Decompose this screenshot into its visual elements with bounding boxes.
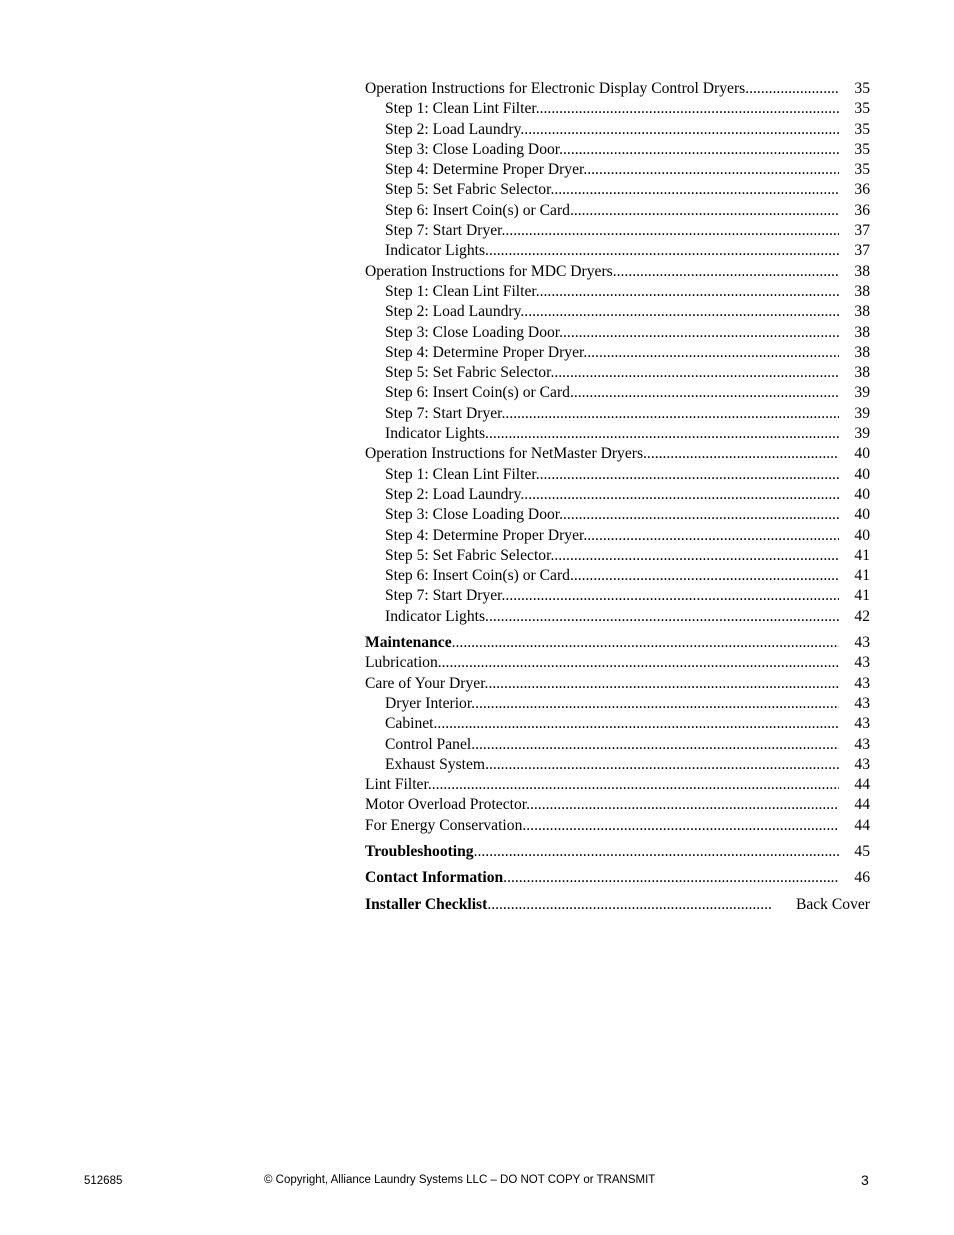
toc-entry-leader (365, 842, 839, 862)
toc-entry-title: Step 6: Insert Coin(s) or Card (385, 384, 570, 402)
toc-entry-title: Indicator Lights (385, 242, 486, 260)
toc-entry (365, 586, 870, 606)
toc-entry-page: 38 (854, 343, 870, 361)
toc-entry (365, 485, 870, 505)
toc-entry-title: For Energy Conservation (365, 816, 523, 834)
toc-entry-leader (365, 795, 839, 815)
toc-entry-leader (385, 180, 839, 200)
toc-entry-title: Exhaust System (385, 755, 486, 773)
toc-entry (365, 444, 870, 464)
toc-entry-leader (385, 694, 839, 714)
toc-entry-title: Troubleshooting (365, 842, 474, 860)
toc-entry-leader (385, 241, 839, 261)
toc-entry-leader (365, 895, 771, 915)
toc-entry-page: 41 (854, 546, 870, 564)
toc-entry-page: 38 (854, 364, 870, 382)
toc-entry (365, 79, 870, 99)
toc-entry-leader (385, 465, 839, 485)
toc-entry-leader (365, 775, 839, 795)
toc-entry-leader (365, 868, 839, 888)
toc-entry-title: Step 4: Determine Proper Dryer (385, 343, 584, 361)
toc-entry-page: 35 (854, 100, 870, 118)
toc-entry-leader (385, 363, 839, 383)
toc-entry-page: 46 (854, 869, 870, 887)
toc-entry-leader (385, 221, 839, 241)
toc-entry-page: 42 (854, 607, 870, 625)
toc-entry-page: 43 (854, 694, 870, 712)
document-number: 512685 (84, 1175, 123, 1187)
toc-entry-leader (365, 674, 839, 694)
toc-entry-page: 38 (854, 303, 870, 321)
toc-entry-page: 45 (854, 842, 870, 860)
toc-entry (365, 465, 870, 485)
toc-entry-title: Step 5: Set Fabric Selector (385, 546, 551, 564)
toc-entry-page: 37 (854, 242, 870, 260)
toc-entry (365, 424, 870, 444)
toc-entry-leader (365, 633, 839, 653)
toc-entry-page: 43 (854, 634, 870, 652)
toc-entry (365, 302, 870, 322)
toc-entry (365, 282, 870, 302)
page-number: 3 (861, 1172, 869, 1188)
toc-entry-page: 36 (854, 181, 870, 199)
toc-entry-title: Step 3: Close Loading Door (385, 140, 560, 158)
toc-entry-page: 40 (854, 526, 870, 544)
toc-entry (365, 221, 870, 241)
copyright-notice: © Copyright, Alliance Laundry Systems LLC – DO NOT COPY or TRANSMIT (264, 1174, 656, 1186)
toc-entry-title: Step 4: Determine Proper Dryer (385, 161, 584, 179)
toc-entry (365, 755, 870, 775)
toc-entry-page: 41 (854, 587, 870, 605)
toc-entry-title: Step 2: Load Laundry (385, 303, 521, 321)
toc-entry-title: Indicator Lights (385, 607, 486, 625)
toc-entry-page: 44 (854, 816, 870, 834)
toc-entry-page: 38 (854, 262, 870, 280)
toc-entry (365, 180, 870, 200)
toc-entry-title: Step 5: Set Fabric Selector (385, 181, 551, 199)
toc-entry (365, 607, 870, 627)
toc-entry-title: Step 6: Insert Coin(s) or Card (385, 567, 570, 585)
toc-entry (365, 775, 870, 795)
toc-entry-title: Step 2: Load Laundry (385, 485, 521, 503)
toc-entry-leader (385, 140, 839, 160)
toc-entry-page: 43 (854, 654, 870, 672)
toc-entry-leader (385, 120, 839, 140)
toc-entry (365, 262, 870, 282)
toc-entry-title: Motor Overload Protector (365, 796, 527, 814)
toc-entry (365, 140, 870, 160)
toc-entry-title: Installer Checklist (365, 895, 488, 913)
toc-entry (365, 323, 870, 343)
toc-entry-page: 39 (854, 384, 870, 402)
toc-entry-title: Step 4: Determine Proper Dryer (385, 526, 584, 544)
toc-entry (365, 343, 870, 363)
toc-entry-leader (385, 714, 839, 734)
toc-entry-page: 38 (854, 282, 870, 300)
toc-entry-leader (385, 302, 839, 322)
toc-entry-title: Operation Instructions for Electronic Display Control Dryers (365, 80, 746, 97)
toc-entry (365, 99, 870, 119)
toc-entry-page: 39 (854, 404, 870, 422)
toc-entry-leader (385, 160, 839, 180)
toc-entry-leader (385, 404, 839, 424)
toc-entry-title: Step 6: Insert Coin(s) or Card (385, 201, 570, 219)
toc-entry-leader (385, 505, 839, 525)
toc-entry (365, 674, 870, 694)
toc-entry-page: 43 (854, 735, 870, 753)
toc-entry (365, 546, 870, 566)
toc-entry-leader (385, 526, 839, 546)
toc-entry-page: 35 (854, 80, 870, 97)
toc-entry (365, 505, 870, 525)
toc-entry-leader (385, 566, 839, 586)
toc-entry-page: 35 (854, 120, 870, 138)
toc-entry-title: Control Panel (385, 735, 472, 753)
toc-entry (365, 842, 870, 862)
page-footer (0, 1172, 954, 1192)
toc-entry (365, 241, 870, 261)
toc-entry-leader (385, 201, 839, 221)
toc-entry-page: 44 (854, 776, 870, 794)
toc-entry-title: Indicator Lights (385, 425, 486, 443)
toc-entry-title: Contact Information (365, 869, 504, 887)
toc-entry-leader (385, 485, 839, 505)
toc-entry-page: 40 (854, 485, 870, 503)
toc-entry (365, 895, 870, 915)
toc-entry-title: Care of Your Dryer (365, 674, 485, 692)
toc-entry (365, 526, 870, 546)
toc-entry-title: Step 2: Load Laundry (385, 120, 521, 138)
toc-entry-page: 43 (854, 755, 870, 773)
toc-entry (365, 383, 870, 403)
toc-entry-leader (385, 99, 839, 119)
toc-entry-title: Operation Instructions for MDC Dryers (365, 262, 613, 280)
toc-entry-leader (365, 653, 839, 673)
toc-entry (365, 363, 870, 383)
toc-entry-leader (385, 282, 839, 302)
toc-entry-page: 40 (854, 445, 870, 463)
toc-entry-title: Step 1: Clean Lint Filter (385, 282, 536, 300)
toc-entry (365, 566, 870, 586)
toc-entry-title: Step 3: Close Loading Door (385, 506, 560, 524)
toc-entry-title: Lint Filter (365, 776, 428, 794)
toc-entry-page: 44 (854, 796, 870, 814)
toc-entry-leader (385, 735, 839, 755)
toc-entry-page: 40 (854, 465, 870, 483)
toc-entry-title: Step 7: Start Dryer (385, 587, 502, 605)
toc-entry-leader (385, 586, 839, 606)
toc-entry (365, 160, 870, 180)
toc-entry (365, 714, 870, 734)
toc-entry-title: Step 7: Start Dryer (385, 404, 502, 422)
toc-entry-leader (385, 383, 839, 403)
toc-entry-title: Maintenance (365, 634, 452, 652)
toc-entry-leader (365, 444, 839, 464)
toc-entry-page: 40 (854, 506, 870, 524)
toc-entry-leader (385, 546, 839, 566)
table-of-contents (365, 79, 870, 915)
toc-entry-title: Operation Instructions for NetMaster Dryers (365, 445, 644, 463)
toc-entry-leader (385, 755, 839, 775)
toc-entry-leader (365, 262, 839, 282)
toc-entry-title: Step 7: Start Dryer (385, 222, 502, 240)
toc-entry (365, 120, 870, 140)
toc-entry-page: 43 (854, 715, 870, 733)
toc-entry-page: 37 (854, 222, 870, 240)
toc-entry-page: 41 (854, 567, 870, 585)
toc-entry-leader (385, 343, 839, 363)
toc-entry-leader (385, 607, 839, 627)
toc-entry-leader (385, 323, 839, 343)
toc-entry (365, 795, 870, 815)
toc-entry-leader (385, 424, 839, 444)
toc-entry-title: Lubrication (365, 654, 438, 672)
toc-entry (365, 633, 870, 653)
toc-entry (365, 404, 870, 424)
toc-entry-leader (365, 79, 839, 99)
toc-entry-title: Dryer Interior (385, 694, 472, 712)
toc-entry-page: 39 (854, 425, 870, 443)
toc-entry-page: 35 (854, 140, 870, 158)
toc-entry-page: Back Cover (795, 895, 870, 913)
toc-entry (365, 201, 870, 221)
toc-entry-page: 36 (854, 201, 870, 219)
toc-entry-title: Step 1: Clean Lint Filter (385, 465, 536, 483)
toc-entry-page: 38 (854, 323, 870, 341)
toc-entry-title: Step 3: Close Loading Door (385, 323, 560, 341)
toc-entry-title: Cabinet (385, 715, 434, 733)
toc-entry-leader (365, 816, 839, 836)
toc-entry-title: Step 5: Set Fabric Selector (385, 364, 551, 382)
toc-entry-page: 35 (854, 161, 870, 179)
toc-entry-title: Step 1: Clean Lint Filter (385, 100, 536, 118)
toc-entry (365, 868, 870, 888)
toc-entry (365, 653, 870, 673)
toc-entry (365, 735, 870, 755)
toc-entry (365, 816, 870, 836)
toc-entry-page: 43 (854, 674, 870, 692)
toc-entry (365, 694, 870, 714)
